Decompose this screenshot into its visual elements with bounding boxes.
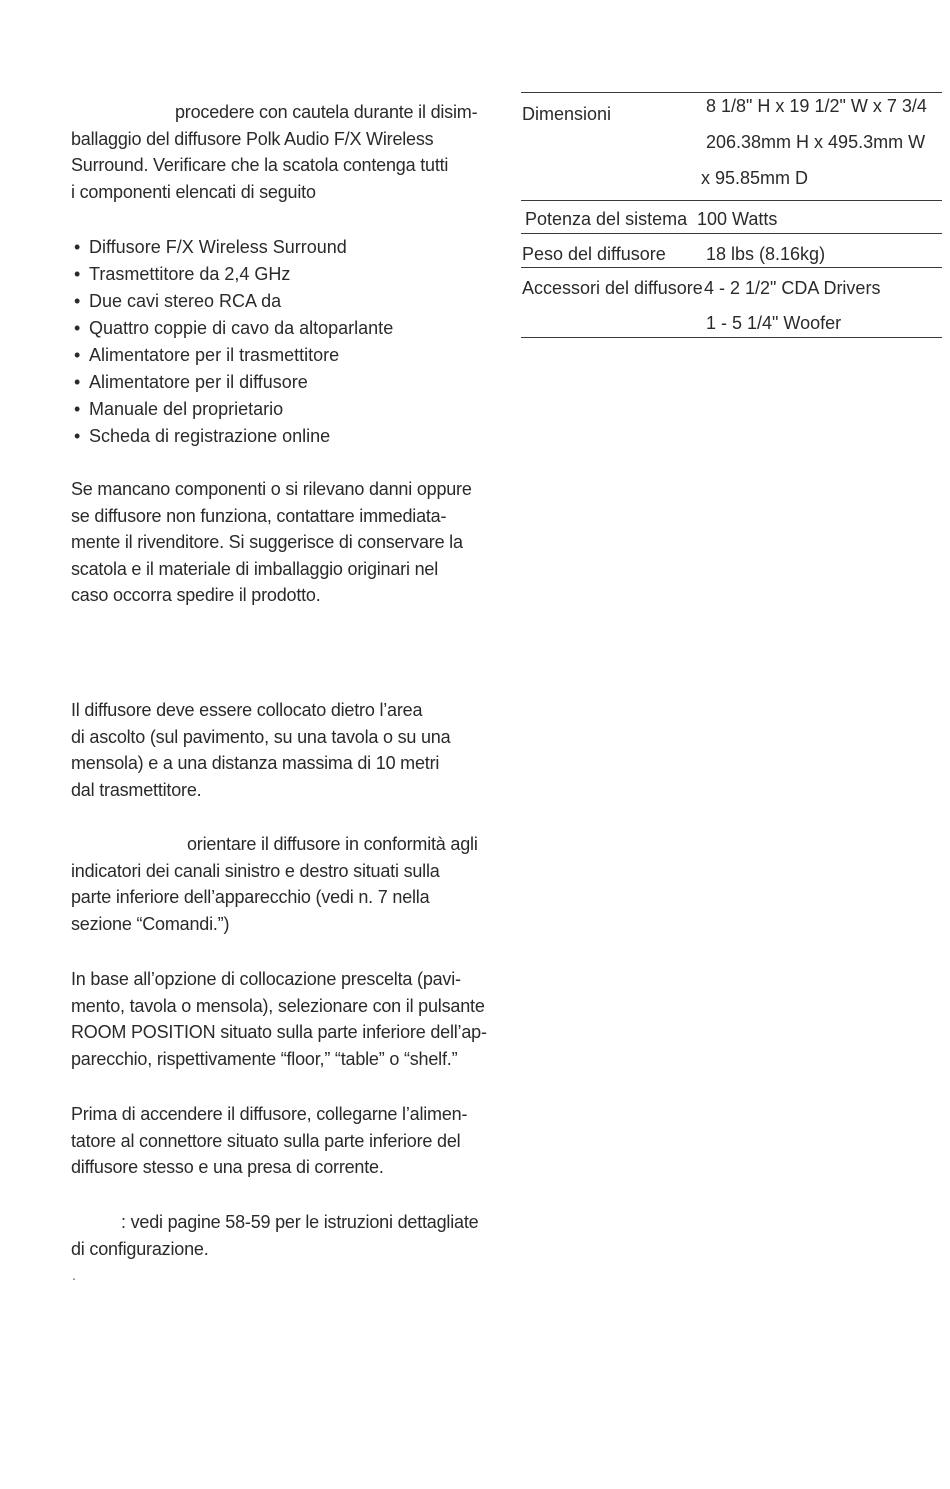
paragraph-line: Il diffusore deve essere collocato dietro l’area — [71, 700, 423, 720]
paragraph-line: se diffusore non funziona, contattare immediata- — [71, 505, 447, 526]
paragraph-line: : vedi pagine 58-59 per le istruzioni dettagliate — [121, 1212, 479, 1232]
paragraph-line: ROOM POSITION situato sulla parte inferiore dell’ap- — [71, 1022, 487, 1042]
specifications-table — [521, 92, 942, 339]
weight-label: Peso del diffusore — [522, 244, 666, 264]
list-item — [74, 369, 393, 396]
paragraph-line: diffusore stesso e una presa di corrente. — [71, 1157, 384, 1177]
paragraph-line: mento, tavola o mensola), selezionare con il pulsante — [71, 995, 485, 1016]
paragraph-line: sezione “Comandi.”) — [71, 913, 230, 934]
unpacking-line: procedere con cautela durante il disim- — [175, 102, 478, 122]
paragraph-line: tatore al connettore situato sulla parte inferiore del — [71, 1130, 461, 1151]
power-label: Potenza del sistema — [525, 209, 688, 229]
unpacking-paragraph — [71, 99, 496, 205]
room-position-paragraph — [71, 966, 496, 1072]
bullet-icon: • — [74, 291, 81, 311]
list-item-label: Quattro coppie di cavo da altoparlante — [89, 318, 394, 338]
table-divider — [521, 267, 942, 268]
list-item — [74, 342, 393, 369]
list-item-label: Diffusore F/X Wireless Surround — [89, 237, 347, 257]
paragraph-line: mensola) e a una distanza massima di 10 metri — [71, 753, 440, 773]
unpacking-line: ballaggio del diffusore Polk Audio F/X Wireless — [71, 128, 434, 149]
paragraph-line: parte inferiore dell’apparecchio (vedi n. 7 nella — [71, 887, 430, 907]
bullet-icon: • — [74, 426, 81, 446]
bullet-icon: • — [74, 264, 81, 284]
list-item-label: Manuale del proprietario — [89, 399, 284, 419]
list-item — [74, 288, 393, 315]
paragraph-line: Se mancano componenti o si rilevano danni oppure — [71, 479, 472, 499]
table-divider — [521, 200, 942, 201]
power-value: 100 Watts — [697, 209, 778, 229]
damage-note-paragraph — [71, 476, 496, 609]
dimensions-value: 206.38mm H x 495.3mm W — [706, 132, 926, 152]
unpacking-line: i componenti elencati di seguito — [71, 181, 316, 202]
accessories-value: 1 - 5 1/4" Woofer — [706, 313, 842, 333]
paragraph-line: di ascolto (sul pavimento, su una tavola o su una — [71, 726, 451, 747]
paragraph-line: scatola e il materiale di imballaggio originari nel — [71, 558, 438, 579]
dimensions-label: Dimensioni — [522, 104, 612, 124]
list-item — [74, 234, 393, 261]
bullet-icon: • — [74, 237, 81, 257]
list-item — [74, 423, 393, 450]
paragraph-line: dal trasmettitore. — [71, 779, 202, 800]
trailing-dot: . — [72, 1267, 76, 1283]
placement-paragraph — [71, 697, 496, 803]
list-item-label: Alimentatore per il trasmettitore — [89, 345, 340, 365]
dimensions-value: 8 1/8" H x 19 1/2" W x 7 3/4 — [706, 96, 927, 116]
table-divider — [521, 337, 942, 338]
paragraph-line: caso occorra spedire il prodotto. — [71, 585, 321, 605]
unpacking-line: Surround. Verificare che la scatola contenga tutti — [71, 155, 449, 175]
list-item-label: Alimentatore per il diffusore — [89, 372, 308, 392]
paragraph-line: di configurazione. — [71, 1238, 209, 1259]
list-item-label: Trasmettitore da 2,4 GHz — [89, 264, 291, 284]
orientation-paragraph — [71, 831, 496, 937]
package-contents-list — [74, 234, 393, 450]
setup-paragraph — [71, 1209, 496, 1262]
list-item — [74, 261, 393, 288]
paragraph-line: mente il rivenditore. Si suggerisce di conservare la — [71, 532, 463, 552]
list-item-label: Due cavi stereo RCA da — [89, 291, 282, 311]
weight-value: 18 lbs (8.16kg) — [706, 244, 826, 264]
paragraph-line: orientare il diffusore in conformità agli — [187, 834, 478, 854]
power-paragraph — [71, 1101, 496, 1181]
accessories-value: 4 - 2 1/2" CDA Drivers — [704, 278, 881, 298]
table-divider — [521, 233, 942, 234]
paragraph-line: In base all’opzione di collocazione prescelta (pavi- — [71, 969, 461, 989]
accessories-label: Accessori del diffusore — [522, 278, 703, 298]
bullet-icon: • — [74, 372, 81, 392]
bullet-icon: • — [74, 318, 81, 338]
list-item-label: Scheda di registrazione online — [89, 426, 331, 446]
bullet-icon: • — [74, 345, 81, 365]
bullet-icon: • — [74, 399, 81, 419]
paragraph-line: Prima di accendere il diffusore, collegarne l’alimen- — [71, 1104, 468, 1124]
dimensions-value: x 95.85mm D — [701, 168, 809, 188]
paragraph-line: parecchio, rispettivamente “floor,” “table” o “shelf.” — [71, 1048, 458, 1069]
list-item — [74, 315, 393, 342]
list-item — [74, 396, 393, 423]
paragraph-line: indicatori dei canali sinistro e destro situati sulla — [71, 860, 440, 881]
